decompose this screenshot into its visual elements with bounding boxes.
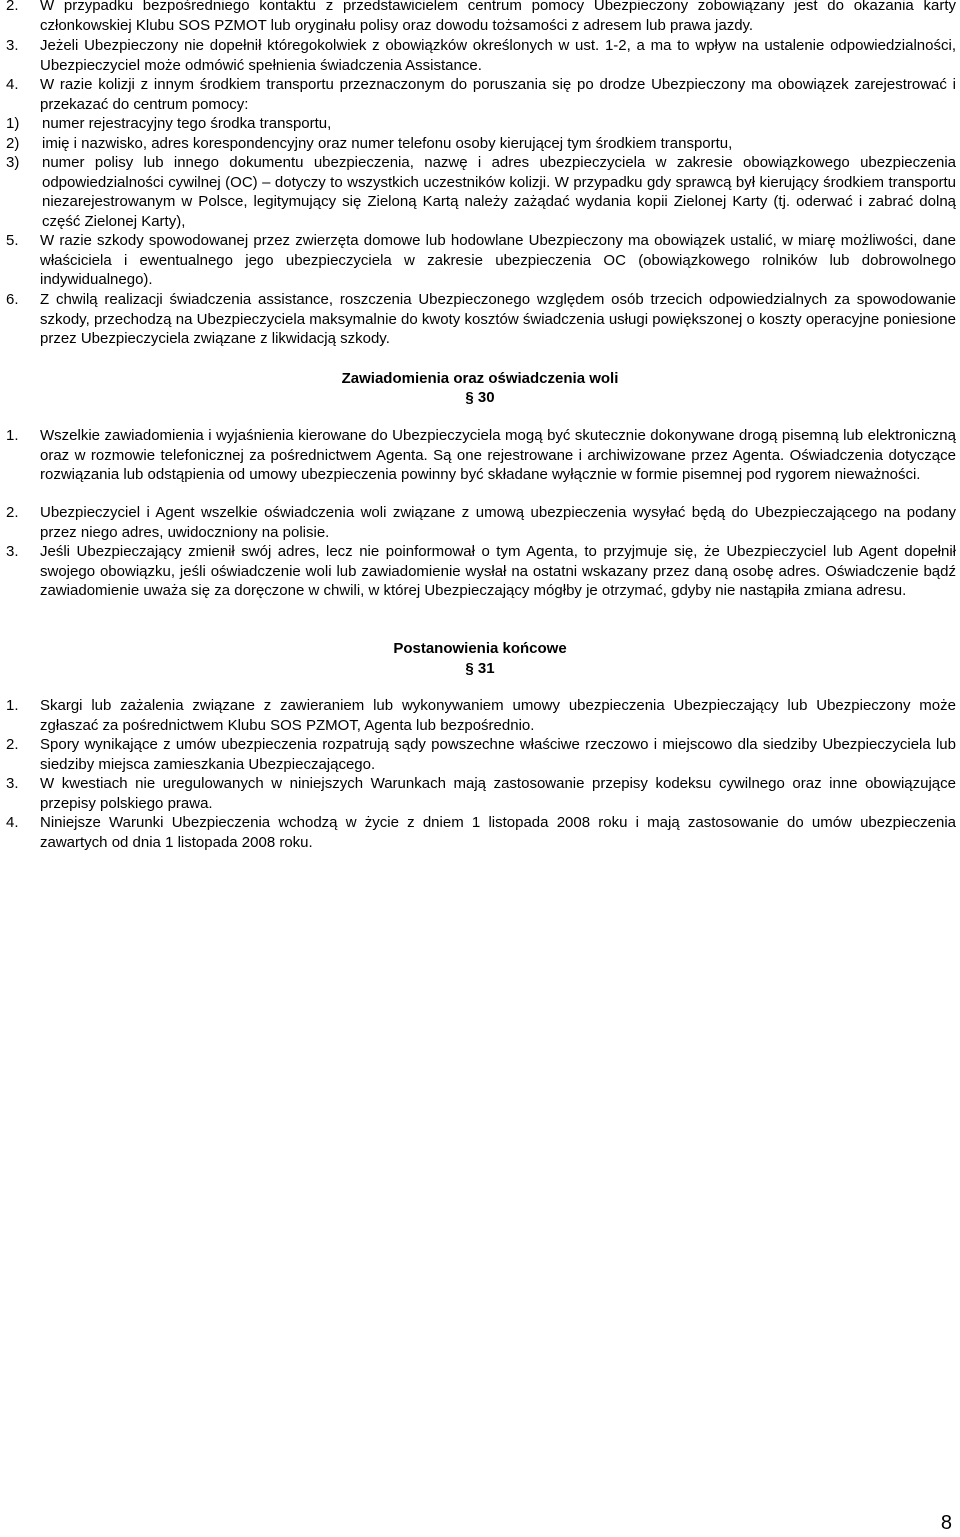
list-text: Wszelkie zawiadomienia i wyjaśnienia kierowane do Ubezpieczyciela mogą być skutecznie dokonywane drogą pisemną lub elektroniczną oraz w rozmowie telefonicznej za pośrednictwem Agenta. Są one rejestrowane i archiwizowane przez Agenta. Oświadczenia dotyczące rozwiązania lub odstąpienia od umowy ubezpieczenia powinny być składane wyłącznie w formie pisemnej pod rygorem nieważności. xyxy=(40,427,956,483)
s31-list-item-2 xyxy=(6,735,956,774)
list-text: Ubezpieczyciel i Agent wszelkie oświadczenia woli związane z umową ubezpieczenia wysyłać będą do Ubezpieczającego na podany przez niego adres, uwidoczniony na polisie. xyxy=(40,504,956,541)
list-text: W kwestiach nie uregulowanych w niniejszych Warunkach mają zastosowanie przepisy kodeksu cywilnego oraz inne obowiązujące przepisy polskiego prawa. xyxy=(40,775,956,812)
list-number: 1. xyxy=(6,427,19,444)
list-text: Jeśli Ubezpieczający zmienił swój adres, lecz nie poinformował o tym Agenta, to przyjmuje się, że Ubezpieczyciel lub Agent dopełnił swojego obowiązku, jeśli oświadczenie woli lub zawiadomienie wysłał na ostatni wskazany przez daną osobę adres. Oświadczenie bądź zawiadomienie uważa się za doręczone w chwili, w której Ubezpieczający mógłby je otrzymać, gdyby nie nastąpiła zmiana adresu. xyxy=(40,543,956,599)
paragraph-number-30: § 30 xyxy=(465,389,495,406)
sub-number: 1) xyxy=(6,115,20,132)
s30-list-item-1 xyxy=(6,426,956,485)
sub-text: numer polisy lub innego dokumentu ubezpieczenia, nazwę i adres ubezpieczyciela w zakresie obowiązkowego ubezpieczenia odpowiedzialności cywilnej (OC) – dotyczy to wszystkich uczestników kolizji. W przypadku gdy sprawcą był kierujący środkiem transportu niezarejestrowanym w Polsce, legitymujący się Zieloną Kartą należy zażądać wydania kopii Zielonej Karty (tj. oderwać i zabrać dolną część Zielonej Karty), xyxy=(42,154,956,230)
sub-item-1 xyxy=(6,114,956,134)
list-text: Spory wynikające z umów ubezpieczenia rozpatrują sądy powszechne właściwe rzeczowo i miejscowo dla siedziby Ubezpieczyciela lub siedziby miejsca zamieszkania Ubezpieczającego. xyxy=(40,736,956,773)
list-text: W razie kolizji z innym środkiem transportu przeznaczonym do poruszania się po drodze Ubezpieczony ma obowiązek zarejestrować i przekazać do centrum pomocy: xyxy=(40,76,956,113)
list-item-4 xyxy=(6,75,956,231)
list-text: W razie szkody spowodowanej przez zwierzęta domowe lub hodowlane Ubezpieczony ma obowiązek ustalić, w miarę możliwości, dane właściciela i ewentualnego jego ubezpieczyciela w zakresie ubezpieczenia OC (obowiązkowego rolników lub dobrowolnego indywidualnego). xyxy=(40,232,956,288)
sub-number: 3) xyxy=(6,154,20,171)
list-number: 4. xyxy=(6,814,19,831)
sub-text: imię i nazwisko, adres korespondencyjny oraz numer telefonu osoby kierującej tym środkiem transportu, xyxy=(42,134,733,152)
section-heading-30: Zawiadomienia oraz oświadczenia woli xyxy=(341,370,619,387)
paragraph-number-31: § 31 xyxy=(465,660,495,677)
list-item-2 xyxy=(6,0,956,35)
sub-item-2 xyxy=(6,134,956,154)
list-number: 5. xyxy=(6,232,19,249)
list-number: 3. xyxy=(6,37,19,54)
s30-list-item-2 xyxy=(6,503,956,542)
list-text: Skargi lub zażalenia związane z zawieraniem lub wykonywaniem umowy ubezpieczenia Ubezpieczający lub Ubezpieczony może zgłaszać za pośrednictwem Klubu SOS PZMOT, Agenta lub bezpośrednio. xyxy=(40,697,956,734)
list-text: Jeżeli Ubezpieczony nie dopełnił któregokolwiek z obowiązków określonych w ust. 1-2, a ma to wpływ na ustalenie odpowiedzialności, Ubezpieczyciel może odmówić spełnienia świadczenia Assistance. xyxy=(40,37,956,74)
sub-item-3 xyxy=(6,153,956,231)
s31-list-item-1 xyxy=(6,696,956,735)
s31-list-item-4 xyxy=(6,813,956,852)
s30-list-item-3 xyxy=(6,542,956,601)
list-number: 2. xyxy=(6,504,19,521)
list-text: Niniejsze Warunki Ubezpieczenia wchodzą w życie z dniem 1 listopada 2008 roku i mają zastosowanie do umów ubezpieczenia zawartych od dnia 1 listopada 2008 roku. xyxy=(40,814,956,851)
list-text: Z chwilą realizacji świadczenia assistance, roszczenia Ubezpieczonego względem osób trzecich odpowiedzialnych za spowodowanie szkody, przechodzą na Ubezpieczyciela maksymalnie do kwoty kosztów świadczenia usługi powiększonej o koszty operacyjne poniesione przez Ubezpieczyciela związane z likwidacją szkody. xyxy=(40,291,956,347)
list-item-3 xyxy=(6,36,956,75)
page-number: 8 xyxy=(940,1512,952,1534)
section-heading-31: Postanowienia końcowe xyxy=(393,640,567,657)
list-item-5 xyxy=(6,231,956,290)
list-number: 4. xyxy=(6,76,19,93)
list-number: 2. xyxy=(6,736,19,753)
list-item-6 xyxy=(6,290,956,349)
sub-number: 2) xyxy=(6,134,20,152)
list-number: 1. xyxy=(6,697,19,714)
s31-list-item-3 xyxy=(6,774,956,813)
list-number: 2. xyxy=(6,0,19,14)
list-number: 3. xyxy=(6,775,19,792)
sub-text: numer rejestracyjny tego środka transportu, xyxy=(42,115,332,132)
list-number: 3. xyxy=(6,543,19,560)
list-number: 6. xyxy=(6,291,19,308)
list-text: W przypadku bezpośredniego kontaktu z przedstawicielem centrum pomocy Ubezpieczony zobowiązany jest do okazania karty członkowskiej Klubu SOS PZMOT lub oryginału polisy oraz dowodu tożsamości z adresem lub prawa jazdy. xyxy=(40,0,956,34)
